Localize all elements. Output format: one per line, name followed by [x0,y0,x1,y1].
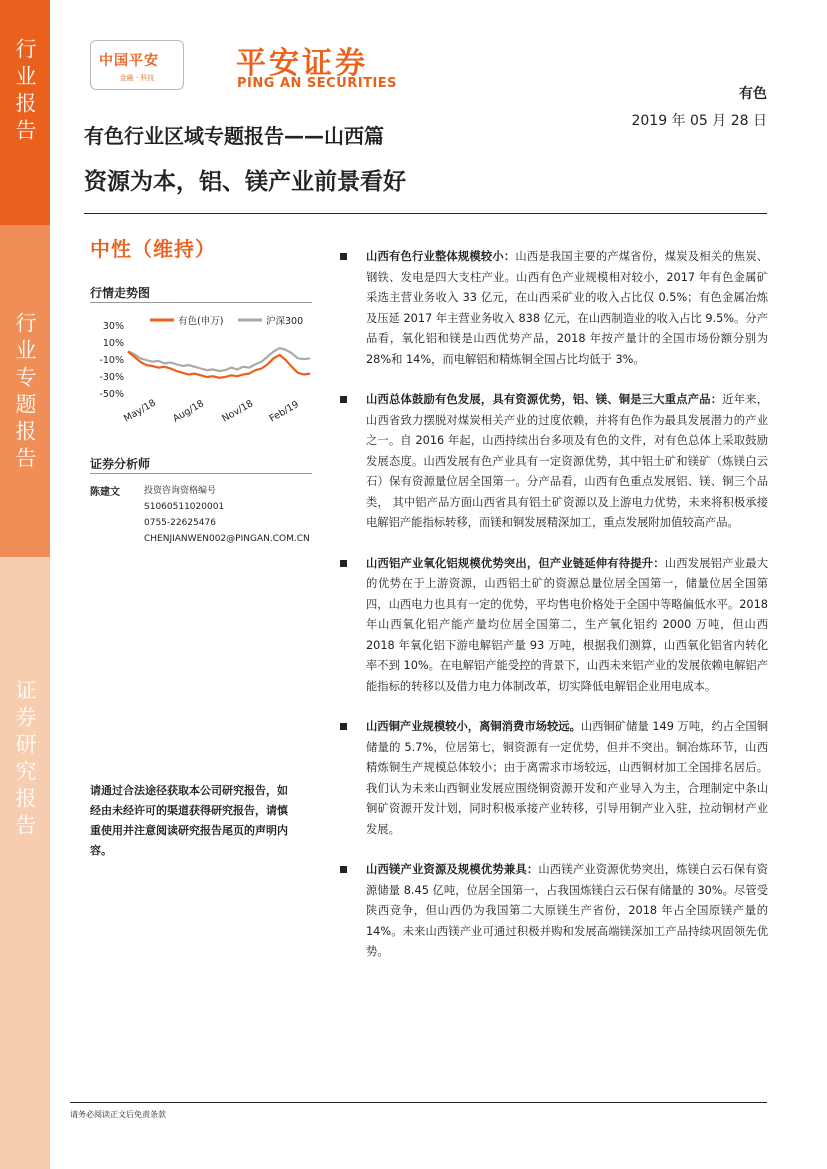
sidebar-section-topic-report [0,225,50,557]
sidebar-bottom-label: 证券研究报告 [13,679,37,841]
analyst-cert-no: S1060511020001 [144,502,225,512]
brand-name-cn: 平安证券 [236,46,368,81]
analyst-info [144,483,314,547]
disclaimer-note: 请通过合法途径获取本公司研究报告，如经由未经许可的渠道获得研究报告，请慎重使用并注意阅读研究报告尾页的声明内容。 [90,784,288,857]
y-tick-label: -30% [99,372,124,383]
report-subtitle: 资源为本，铝、镁产业前景看好 [84,169,406,195]
x-tick-label: Feb/19 [267,399,301,425]
key-point-text: 山西镁产业资源优势突出，炼镁白云石保有资源储量 8.45 亿吨，位居全国第一，占我国炼镁白云石保有储量的 30%。尽管受陕西竞争，但山西仍为我国第二大原镁生产省份，2018 年占全国原镁产量的 14%。未来山西镁产业可通过积极并购和发展高端镁深加工产品持续巩固领先优势。 [366,863,768,958]
bullet-square-icon [340,866,347,873]
legend-label: 有色(申万) [178,316,224,327]
key-point-text: 山西是我国主要的产煤省份，煤炭及相关的焦炭、钢铁、发电是四大支柱产业。山西有色产业规模相对较小，2017 年有色金属矿采选主营业务收入 33 亿元，在山西采矿业的收入占比仅 0.5%；有色金属冶炼及压延 2017 年主营业务收入 838 亿元，在山西制造业的收入占比 9.5%。分产品看，氧化铝和镁是山西优势产品，2018 年按产量计的全国市场份额分别为 28%和 14%，而电解铝和精炼铜全国占比均低于 3%。 [366,250,768,366]
chart-section-title: 行情走势图 [90,286,151,300]
key-point [340,860,768,963]
bullet-square-icon [340,723,347,730]
report-date: 2019 年 05 月 28 日 [631,113,767,129]
series-line-nonferrous [128,352,310,378]
industry-label: 有色 [739,86,767,102]
rating-label: 中性（维持） [90,237,216,261]
chart-section-divider [90,302,312,303]
footer-divider [70,1102,767,1103]
key-point-text: 近年来，山西省致力摆脱对煤炭相关产业的过度依赖，并将有色作为最具发展潜力的产业之一。自 2016 年起，山西持续出台多项及有色的文件，对有色总体上采取鼓励发展态度。山西发展有色产业具有一定资源优势，其中铝土矿和镁矿（炼镁白云石）保有资源量位居全国第一。分产品看，山西有色重点发展铝、镁、铜三个品类， 其中铝产品方面山西省具有铝土矿资源以及上游电力优势，未来将积极承接电解铝产能指标转移，而镁和铜发展精深加工，重点发展附加值较高产品。 [366,393,768,529]
y-tick-label: 10% [102,338,124,349]
key-point-lead: 山西有色行业整体规模较小： [366,250,516,263]
key-point [340,554,768,698]
key-point-lead: 山西总体鼓励有色发展，具有资源优势，铝、镁、铜是三大重点产品： [366,393,723,406]
key-point-text: 山西发展铝产业最大的优势在于上游资源，山西铝土矿的资源总量位居全国第一，储量位居全国第四，山西电力也具有一定的优势，平均售电价格处于全国中等略偏低水平。2018 年山西氧化铝产能产量均位居全国第二，生产氧化铝约 2000 万吨，但山西 2018 年氧化铝下游电解铝产量 93 万吨，根据我们测算，山西氧化铝省内转化率不到 10%。在电解铝产能受控的背景下，山西未来铝产业的发展依赖电解铝产能指标的转移以及借力电力体制改革，切实降低电解铝企业用电成本。 [366,556,768,693]
key-point [340,717,768,840]
sidebar-mid-label: 行业专题报告 [13,312,37,474]
bullet-square-icon [340,560,347,567]
sidebar-top-label: 行业报告 [13,38,37,146]
bullet-square-icon [340,396,347,403]
key-point [340,390,768,534]
analyst-name: 陈建文 [90,487,120,498]
ping-an-logo [90,40,184,90]
logo-tagline: 金融 · 科技 [119,74,155,82]
key-point-lead: 山西铝产业氧化铝规模优势突出，但产业链延伸有待提升： [366,556,665,570]
x-tick-label: Nov/18 [220,398,256,425]
chart-lines [128,348,310,378]
report-title: 有色行业区域专题报告——山西篇 [84,124,384,148]
y-tick-label: -10% [99,355,124,366]
analyst-section-title: 证券分析师 [90,457,151,471]
analyst-qualification: 投资咨询资格编号 [144,486,217,496]
bullet-square-icon [340,253,347,260]
brand-name-en: PING AN SECURITIES [237,76,398,91]
key-point-lead: 山西镁产业资源及规模优势兼具： [366,863,539,876]
legend-label: 沪深300 [266,316,304,327]
footer-note[interactable]: 请务必阅读正文后免责条款 [70,1110,166,1119]
key-point [340,247,768,370]
analyst-section-divider [90,473,312,474]
market-trend-chart [88,308,318,433]
y-tick-label: 30% [102,321,124,332]
sidebar-section-industry-report [0,0,50,225]
chart-legend [150,315,303,327]
analyst-phone: 0755-22625476 [144,518,216,528]
x-tick-label: Aug/18 [171,398,206,425]
chart-x-ticks [122,398,301,425]
y-tick-label: -50% [99,389,124,400]
analyst-email[interactable]: CHENJIANWEN002@PINGAN.COM.CN [144,534,310,544]
chart-y-ticks [99,321,124,400]
key-point-text: 山西铜矿储量 149 万吨，约占全国铜储量的 5.7%，位居第七，铜资源有一定优势，但并不突出。铜冶炼环节，山西精炼铜生产规模总体较小；由于离需求市场较远，山西铜材加工全国排名居后。我们认为未来山西铜业发展应围绕铜资源开发和产业导入为主，合理制定中条山铜矿资源开发计划，同时积极承接产业转移，引导用铜产业入驻，拉动铜材产业发展。 [366,720,768,836]
logo-text: 中国平安 [99,53,159,69]
x-tick-label: May/18 [122,397,158,425]
sidebar-section-research-report [0,557,50,1169]
key-points-list [340,247,768,983]
header-divider [84,213,767,214]
key-point-lead: 山西铜产业规模较小，离铜消费市场较远。 [366,720,581,733]
